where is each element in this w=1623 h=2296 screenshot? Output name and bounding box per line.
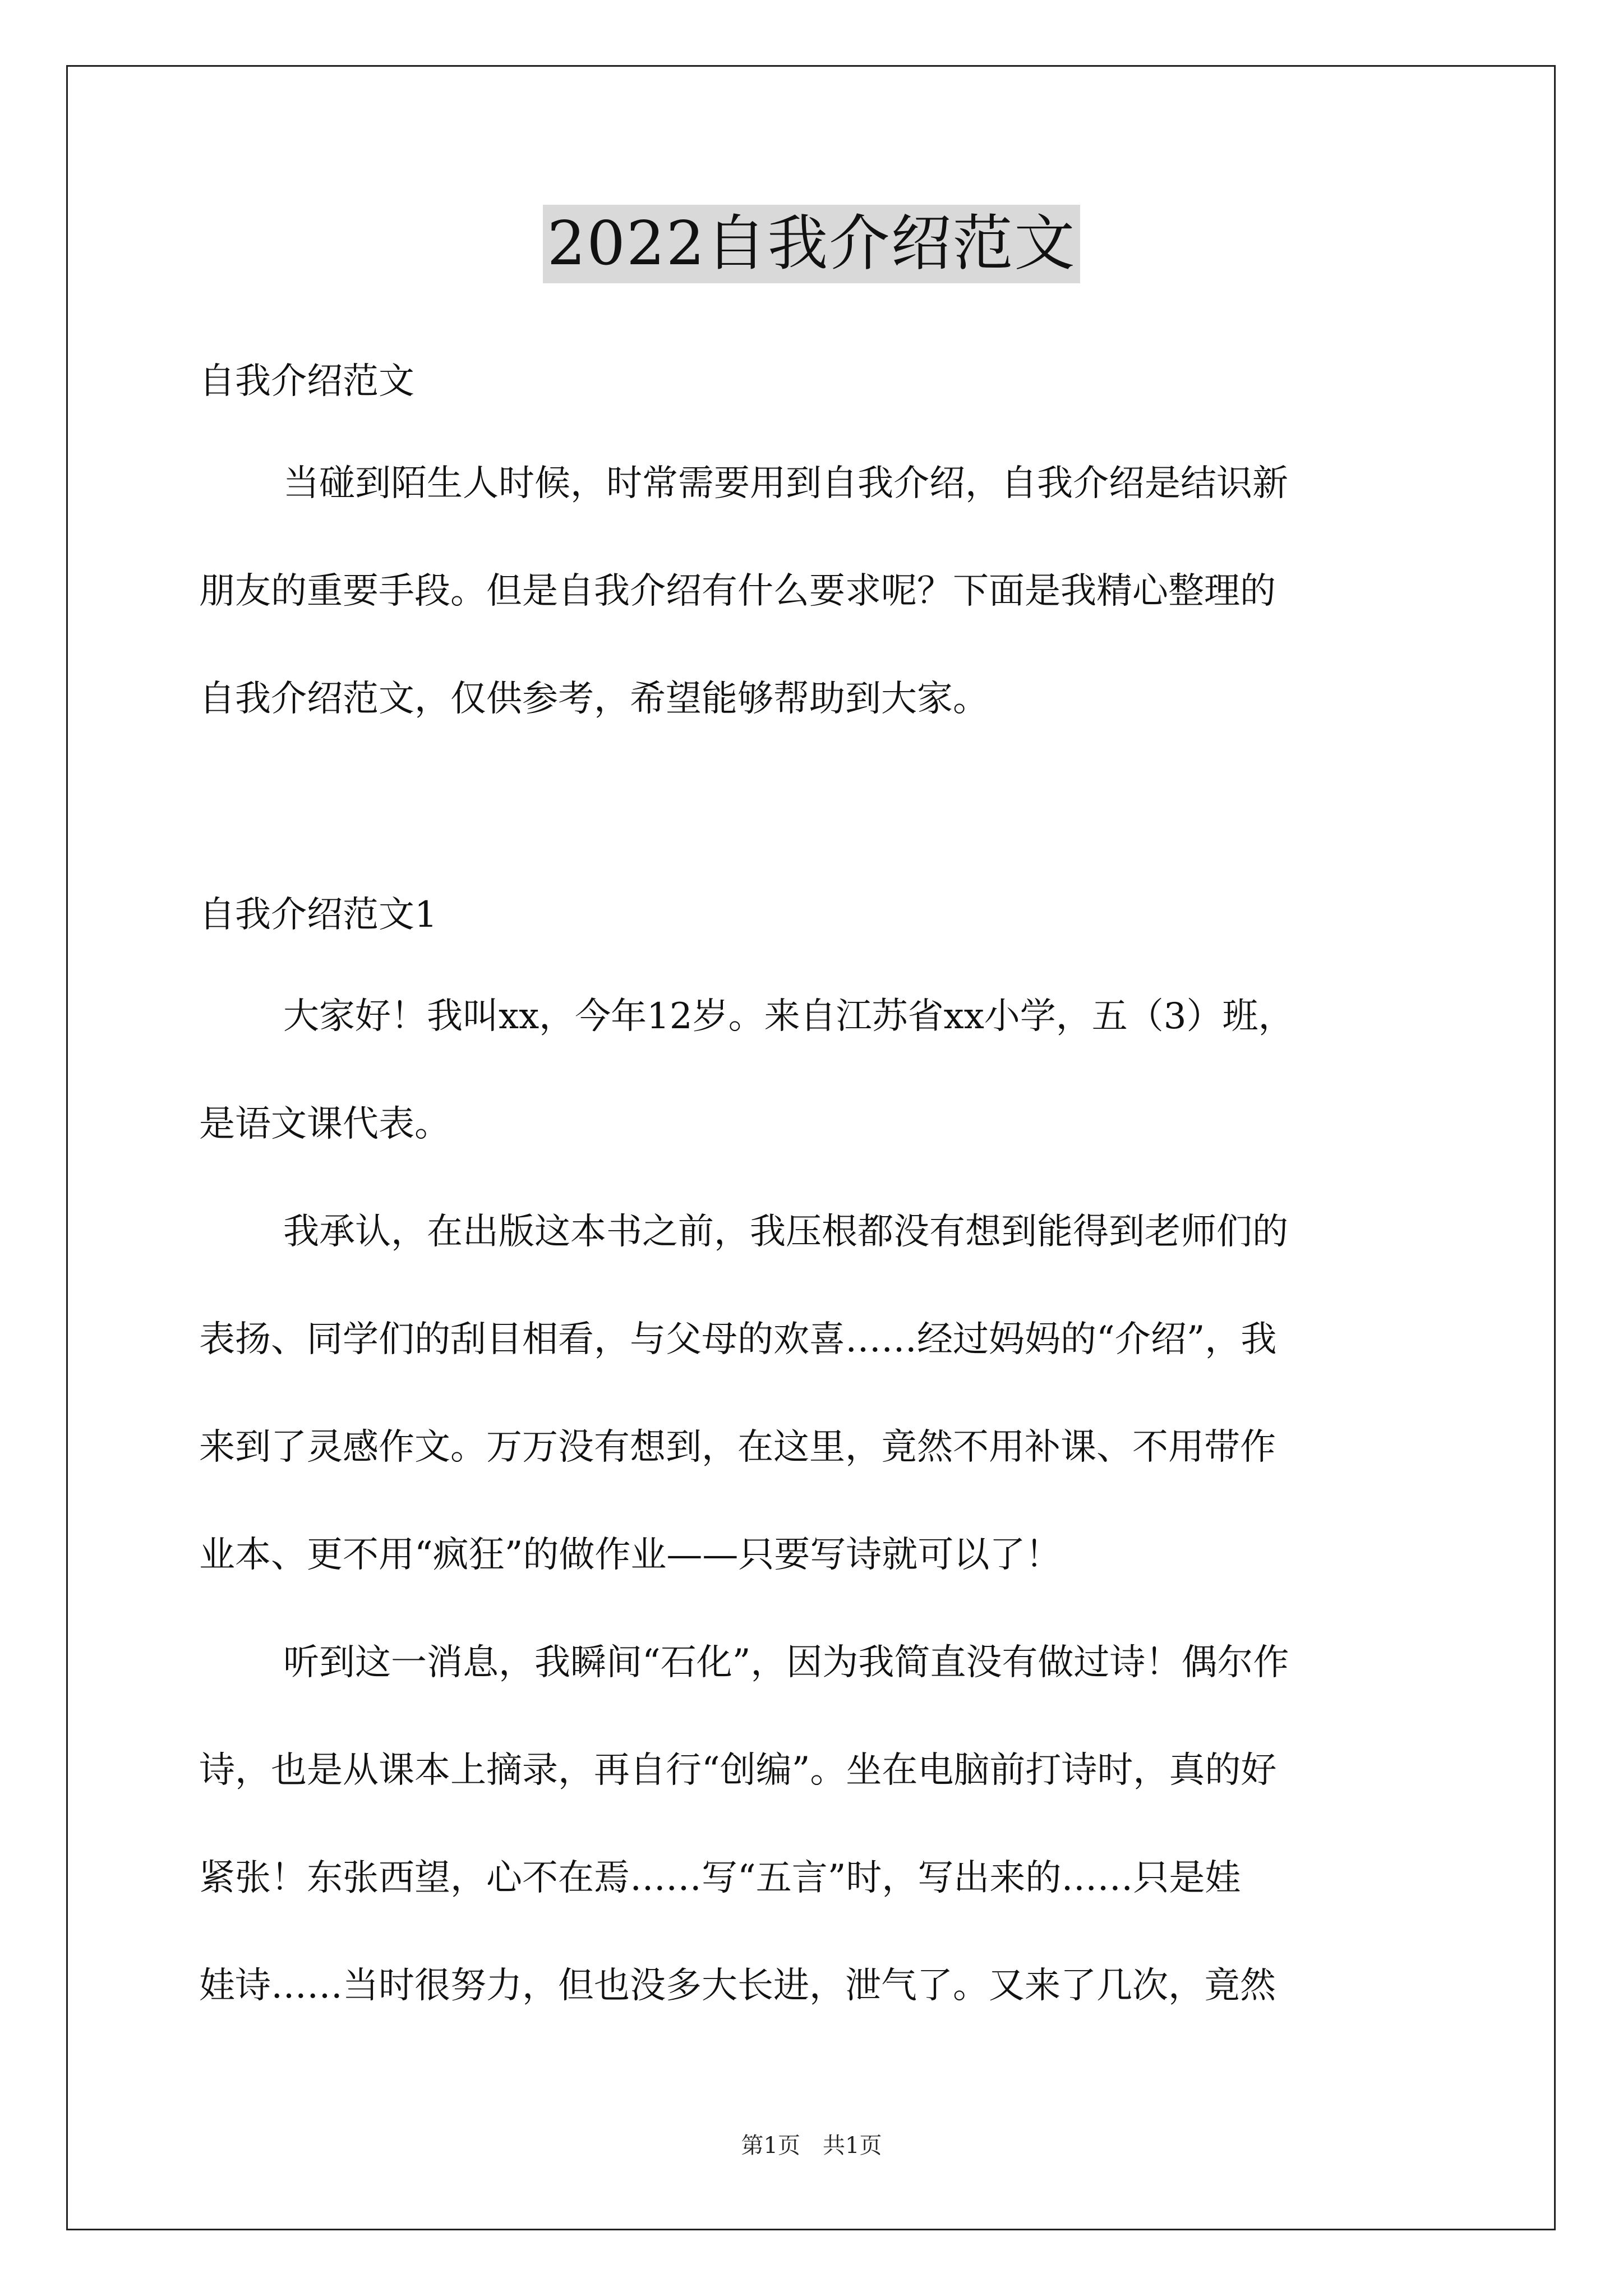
paragraph-line: 听到这一消息，我瞬间“石化”，因为我简直没有做过诗！偶尔作 — [283, 1642, 1289, 1683]
paragraph-line: 紧张！东张西望，心不在焉……写“五言”时，写出来的……只是娃 — [199, 1857, 1241, 1899]
section-heading: 自我介绍范文 — [199, 361, 414, 402]
paragraph-line: 我承认，在出版这本书之前，我压根都没有想到能得到老师们的 — [283, 1211, 1288, 1253]
section-heading: 自我介绍范文1 — [199, 894, 437, 936]
paragraph-line: 诗，也是从课本上摘录，再自行“创编”。坐在电脑前打诗时，真的好 — [199, 1750, 1277, 1791]
paragraph-line: 娃诗……当时很努力，但也没多大长进，泄气了。又来了几次，竟然 — [199, 1965, 1276, 2007]
paragraph-line: 是语文课代表。 — [199, 1103, 450, 1145]
page-footer — [0, 2132, 1623, 2160]
paragraph-line: 当碰到陌生人时候，时常需要用到自我介绍，自我介绍是结识新 — [283, 463, 1288, 504]
paragraph-line: 自我介绍范文，仅供参考，希望能够帮助到大家。 — [199, 678, 989, 720]
paragraph-line: 来到了灵感作文。万万没有想到，在这里，竟然不用补课、不用带作 — [199, 1427, 1276, 1468]
paragraph-line: 表扬、同学们的刮目相看，与父母的欢喜……经过妈妈的“介绍”，我 — [199, 1319, 1277, 1360]
title-container — [0, 205, 1623, 283]
paragraph-line: 业本、更不用“疯狂”的做作业——只要写诗就可以了！ — [199, 1534, 1062, 1576]
document-title: 2022自我介绍范文 — [543, 205, 1081, 283]
page-number: 第1页 — [741, 2133, 800, 2159]
page-total: 共1页 — [823, 2133, 882, 2159]
paragraph-line: 朋友的重要手段。但是自我介绍有什么要求呢？下面是我精心整理的 — [199, 570, 1276, 612]
paragraph-line: 大家好！我叫xx，今年12岁。来自江苏省xx小学，五（3）班， — [283, 996, 1294, 1037]
